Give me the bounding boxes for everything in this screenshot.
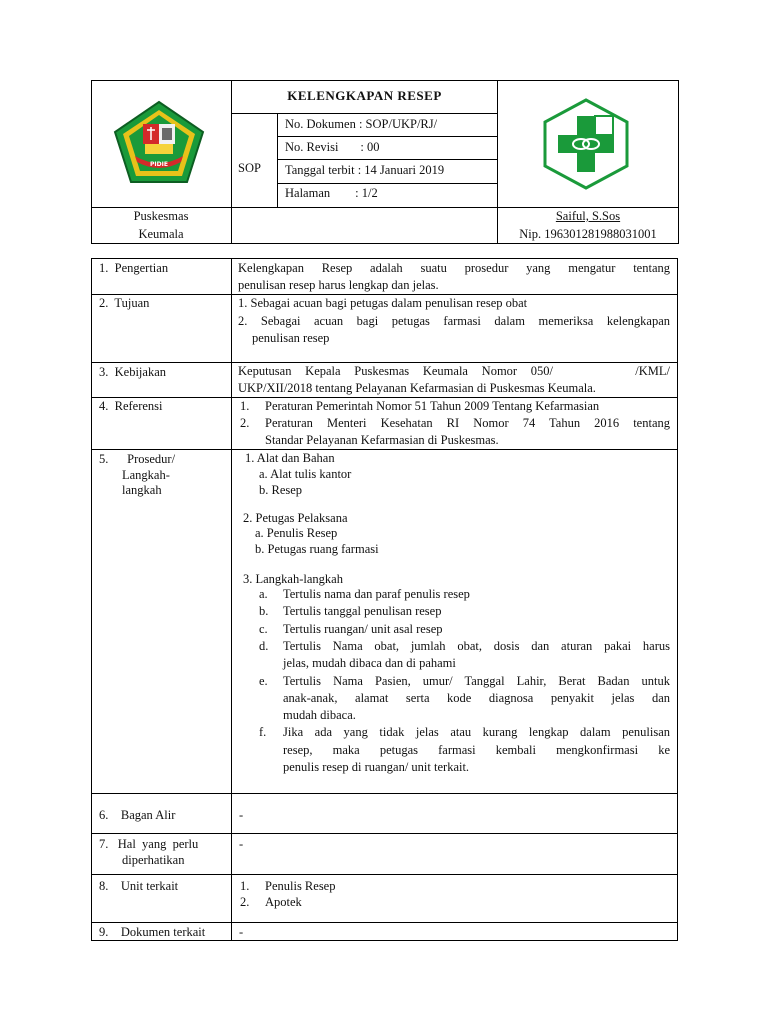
step-line: mudah dibaca. xyxy=(283,708,356,723)
step-marker: f. xyxy=(259,725,267,740)
no-revisi: No. Revisi : 00 xyxy=(285,140,380,154)
logo-caption: PIDIE xyxy=(150,161,168,168)
step-text xyxy=(283,673,670,725)
langkah-title: 3. Langkah-langkah xyxy=(243,572,343,586)
tujuan-item-2-line2: penulisan resep xyxy=(252,330,330,345)
pengertian-line2: penulisan resep harus lengkap dan jelas. xyxy=(238,277,439,292)
kebijakan-line2: UKP/XII/2018 tentang Pelayanan Kefarmasian di Puskesmas Keumala. xyxy=(238,380,596,395)
unit-item-1: Penulis Resep xyxy=(265,879,336,893)
org-name-line1: Puskesmas xyxy=(133,209,189,223)
step-text xyxy=(283,724,670,776)
step-line: Jika ada yang tidak jelas atau kurang lengkap dalam penulisan xyxy=(283,725,670,740)
step-text xyxy=(283,603,670,620)
row-label-unit-terkait: 8. Unit terkait xyxy=(99,879,179,893)
unit-num-1: 1. xyxy=(240,879,250,893)
row-label-prosedur-3: langkah xyxy=(122,483,162,497)
pengertian-text xyxy=(238,260,670,293)
step-line: Tertulis Nama obat, jumlah obat, dosis dan aturan pakai harus xyxy=(283,638,670,653)
row-label-hal-perlu: 7. Hal yang perlu xyxy=(99,837,199,851)
document-title: KELENGKAPAN RESEP xyxy=(287,88,442,103)
step-text xyxy=(283,638,670,673)
halaman: Halaman : 1/2 xyxy=(285,186,378,200)
row-label-prosedur-2: Langkah- xyxy=(122,468,170,482)
sop-label: SOP xyxy=(238,161,261,175)
row-label-referensi: 4. Referensi xyxy=(99,399,163,413)
kebijakan-line1: Keputusan Kepala Puskesmas Keumala Nomor 050/ /KML/ xyxy=(238,364,670,378)
row-label-bagan-alir: 6. Bagan Alir xyxy=(99,808,176,822)
row-label-hal-perlu-2: diperhatikan xyxy=(122,853,185,867)
petugas-a: a. Penulis Resep xyxy=(255,526,338,540)
referensi-num-2: 2. xyxy=(240,416,250,430)
row-label-tujuan: 2. Tujuan xyxy=(99,296,150,310)
signer-name: Saiful, S.Sos xyxy=(555,209,621,223)
row-label-prosedur: 5. Prosedur/ xyxy=(99,452,176,466)
tanggal-terbit: Tanggal terbit : 14 Januari 2019 xyxy=(285,163,445,177)
kebijakan-text xyxy=(238,363,670,396)
petugas-b: b. Petugas ruang farmasi xyxy=(255,542,379,556)
tujuan-item-1: 1. Sebagai acuan bagi petugas dalam penulisan resep obat xyxy=(238,296,528,310)
alat-bahan-b: b. Resep xyxy=(259,483,303,497)
step-line: Tertulis Nama Pasien, umur/ Tanggal Lahir, Berat Badan untuk xyxy=(283,673,670,688)
unit-item-2: Apotek xyxy=(265,895,302,909)
row-label-pengertian: 1. Pengertian xyxy=(99,261,169,275)
referensi-item-2 xyxy=(265,415,670,448)
signer-nip: Nip. 196301281988031001 xyxy=(519,227,657,241)
step-line: penulis resep di ruangan/ unit terkait. xyxy=(283,759,470,774)
step-marker: a. xyxy=(259,587,268,601)
step-line: resep, maka petugas farmasi kembali mengkonfirmasi ke xyxy=(283,742,670,757)
step-marker: e. xyxy=(259,673,268,688)
step-marker: b. xyxy=(259,604,269,619)
org-name-line2: Keumala xyxy=(138,227,184,241)
row-label-dokumen-terkait: 9. Dokumen terkait xyxy=(99,925,206,939)
step-line: anak-anak, alamat serta kode diagnosa penyakit jelas dan xyxy=(283,690,670,705)
tujuan-item-2 xyxy=(238,313,670,346)
alat-bahan-title: 1. Alat dan Bahan xyxy=(245,451,335,465)
step-line: Tertulis tanggal penulisan resep xyxy=(283,604,442,619)
unit-num-2: 2. xyxy=(240,895,250,909)
referensi-item-2-line2: Standar Pelayanan Kefarmasian di Puskesmas. xyxy=(265,432,499,447)
bagan-alir-value: - xyxy=(239,808,244,822)
step-marker: c. xyxy=(259,621,268,636)
step-marker: d. xyxy=(259,638,269,653)
step-text xyxy=(283,586,670,603)
step-line: Tertulis ruangan/ unit asal resep xyxy=(283,621,443,636)
referensi-num-1: 1. xyxy=(240,399,250,413)
step-line: jelas, mudah dibaca dan di pahami xyxy=(283,656,456,671)
step-text xyxy=(283,621,670,638)
row-label-kebijakan: 3. Kebijakan xyxy=(99,365,166,379)
pengertian-line1: Kelengkapan Resep adalah suatu prosedur yang mengatur tentang xyxy=(238,261,670,275)
referensi-item-1: Peraturan Pemerintah Nomor 51 Tahun 2009 Tentang Kefarmasian xyxy=(265,399,600,413)
petugas-title: 2. Petugas Pelaksana xyxy=(243,511,348,525)
step-line: Tertulis nama dan paraf penulis resep xyxy=(283,587,470,601)
referensi-item-2-line1: Peraturan Menteri Kesehatan RI Nomor 74 Tahun 2016 tentang xyxy=(265,416,670,430)
puskesmas-logo-icon xyxy=(543,98,629,190)
alat-bahan-a: a. Alat tulis kantor xyxy=(259,467,352,481)
tujuan-item-2-line1: 2. Sebagai acuan bagi petugas farmasi dalam memeriksa kelengkapan xyxy=(238,314,670,328)
pidie-logo-icon xyxy=(113,100,205,184)
dokumen-terkait-value: - xyxy=(239,925,244,939)
no-dokumen: No. Dokumen : SOP/UKP/RJ/ xyxy=(285,117,438,131)
hal-perlu-value: - xyxy=(239,837,244,851)
